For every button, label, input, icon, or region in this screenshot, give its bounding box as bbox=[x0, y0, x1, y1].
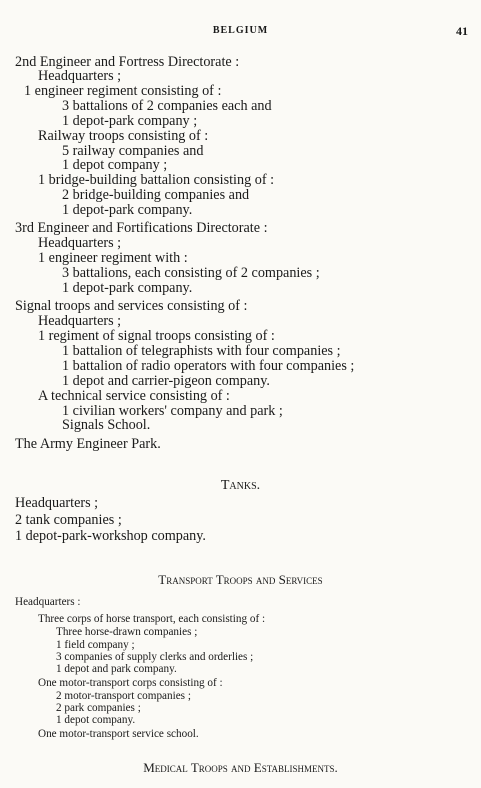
running-head: BELGIUM bbox=[212, 25, 269, 36]
signal-civilian: 1 civilian workers' company and park ; bbox=[62, 403, 283, 419]
section-2nd-railway-companies: 5 railway companies and bbox=[62, 143, 204, 159]
signal-radio: 1 battalion of radio operators with four companies ; bbox=[62, 358, 355, 374]
transport-horse-companies: Three horse-drawn companies ; bbox=[56, 626, 198, 638]
tanks-depot: 1 depot-park-workshop company. bbox=[15, 528, 206, 544]
transport-depot-park: 1 depot and park company. bbox=[56, 663, 177, 675]
transport-supply-clerks: 3 companies of supply clerks and orderlies ; bbox=[56, 651, 254, 663]
tanks-hq: Headquarters ; bbox=[15, 495, 99, 511]
section-3rd-engineer-heading: 3rd Engineer and Fortifications Directorate : bbox=[15, 220, 268, 236]
transport-heading: Transport Troops and Services bbox=[158, 572, 323, 587]
transport-horse-corps: Three corps of horse transport, each consisting of : bbox=[38, 613, 266, 625]
section-2nd-depot-park-2: 1 depot-park company. bbox=[62, 202, 193, 218]
page-number: 41 bbox=[456, 24, 468, 38]
transport-motor-companies: 2 motor-transport companies ; bbox=[56, 690, 191, 702]
section-3rd-hq: Headquarters ; bbox=[38, 235, 122, 251]
signal-telegraphists: 1 battalion of telegraphists with four companies ; bbox=[62, 343, 341, 359]
medical-heading: Medical Troops and Establishments. bbox=[143, 760, 338, 775]
transport-motor-corps: One motor-transport corps consisting of : bbox=[38, 677, 223, 689]
section-2nd-hq: Headquarters ; bbox=[38, 68, 122, 84]
section-3rd-depot-park: 1 depot-park company. bbox=[62, 280, 193, 296]
tanks-heading: Tanks. bbox=[220, 478, 261, 493]
section-2nd-depot-park: 1 depot-park company ; bbox=[62, 113, 198, 129]
signal-regiment: 1 regiment of signal troops consisting of : bbox=[38, 328, 275, 344]
page-header bbox=[0, 24, 481, 40]
transport-school: One motor-transport service school. bbox=[38, 728, 199, 740]
section-3rd-regiment: 1 engineer regiment with : bbox=[38, 250, 188, 266]
signal-pigeon: 1 depot and carrier-pigeon company. bbox=[62, 373, 270, 389]
signal-technical: A technical service consisting of : bbox=[38, 388, 230, 404]
transport-field-company: 1 field company ; bbox=[56, 639, 135, 651]
signal-heading: Signal troops and services consisting of : bbox=[15, 298, 248, 314]
transport-depot-company: 1 depot company. bbox=[56, 714, 136, 726]
section-2nd-regiment: 1 engineer regiment consisting of : bbox=[24, 83, 222, 99]
section-2nd-depot: 1 depot company ; bbox=[62, 157, 168, 173]
transport-park-companies: 2 park companies ; bbox=[56, 702, 141, 714]
section-2nd-bridge-companies: 2 bridge-building companies and bbox=[62, 187, 250, 203]
section-2nd-engineer-heading: 2nd Engineer and Fortress Directorate : bbox=[15, 54, 240, 70]
tanks-companies: 2 tank companies ; bbox=[15, 512, 122, 528]
transport-hq: Headquarters : bbox=[15, 596, 81, 608]
signal-school: Signals School. bbox=[62, 417, 151, 433]
section-2nd-bridge-battalion: 1 bridge-building battalion consisting of : bbox=[38, 172, 275, 188]
section-2nd-railway: Railway troops consisting of : bbox=[38, 128, 209, 144]
army-engineer-park: The Army Engineer Park. bbox=[15, 436, 161, 452]
signal-hq: Headquarters ; bbox=[38, 313, 122, 329]
section-3rd-battalions: 3 battalions, each consisting of 2 companies ; bbox=[62, 265, 320, 281]
section-2nd-battalions: 3 battalions of 2 companies each and bbox=[62, 98, 272, 114]
